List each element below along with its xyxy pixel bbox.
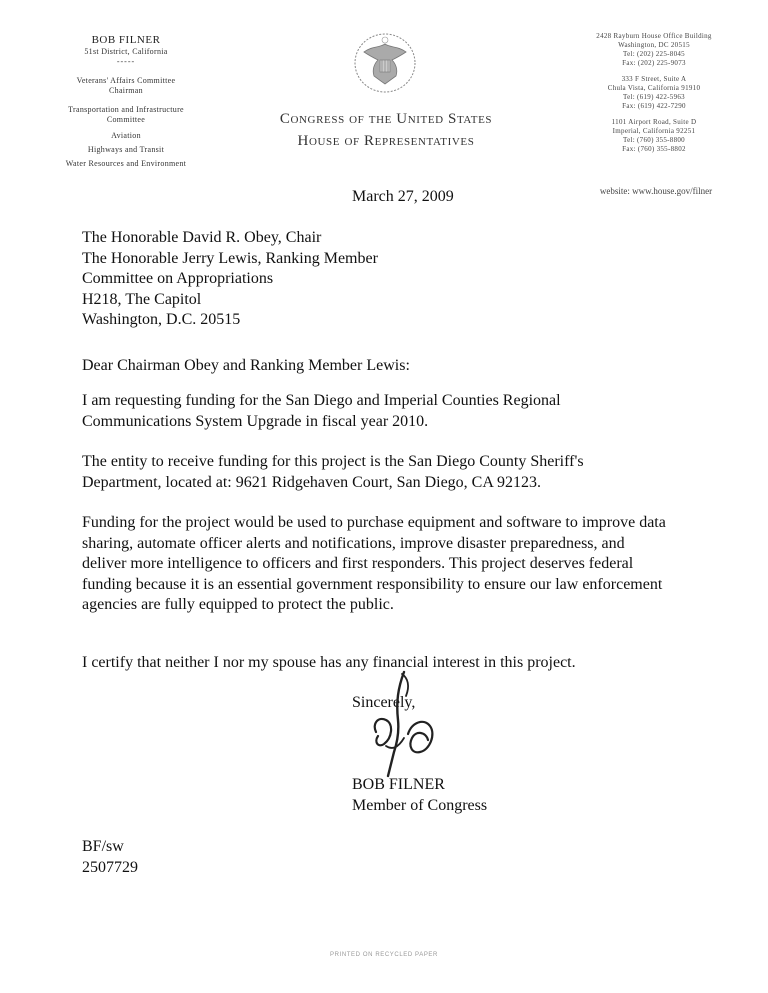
salutation: Dear Chairman Obey and Ranking Member Lewis: bbox=[82, 357, 410, 374]
office-imperial-city: Imperial, California 92251 bbox=[612, 127, 696, 135]
committee-veterans-role: Chairman bbox=[109, 86, 143, 95]
address-line: H218, The Capitol bbox=[82, 290, 202, 308]
reference-block bbox=[82, 836, 138, 878]
reference-number: 2507729 bbox=[82, 859, 138, 876]
subcommittee-highways: Highways and Transit bbox=[87, 145, 165, 154]
closing: Sincerely, bbox=[352, 694, 416, 711]
office-imperial-fax: Fax: (760) 355-8802 bbox=[622, 145, 686, 153]
office-dc-tel: Tel: (202) 225-8045 bbox=[623, 50, 685, 58]
signer-name: BOB FILNER bbox=[352, 776, 445, 793]
letterhead-left bbox=[18, 34, 234, 169]
member-name-header: BOB FILNER bbox=[91, 34, 161, 46]
signer-title: Member of Congress bbox=[352, 797, 488, 814]
office-dc-fax: Fax: (202) 225-9073 bbox=[622, 59, 686, 67]
letterhead-center bbox=[236, 108, 536, 152]
divider-text: ----- bbox=[116, 57, 136, 66]
body-paragraph: The entity to receive funding for this project is the San Diego County Sheriff's Department, located at: 9621 Ridgehaven Court, San Diego, CA 92123. bbox=[82, 453, 584, 491]
committee-veterans: Veterans' Affairs Committee bbox=[76, 76, 176, 85]
subcommittee-water: Water Resources and Environment bbox=[65, 159, 187, 168]
address-line: The Honorable David R. Obey, Chair bbox=[82, 229, 322, 246]
office-chula-city: Chula Vista, California 91910 bbox=[607, 84, 701, 92]
body-paragraph: Funding for the project would be used to purchase equipment and software to improve data sharing, automate officer alerts and notifications, improve disaster preparedness, and deliver more intelligence to officers and first responders. This project deserves federal funding because it is an essential government responsibility to ensure our law enforcement agencies are fully equipped to protect the public. bbox=[82, 514, 666, 613]
office-imperial-address: 1101 Airport Road, Suite D bbox=[611, 118, 697, 126]
recycled-paper-footer: PRINTED ON RECYCLED PAPER bbox=[330, 952, 438, 958]
address-line: The Honorable Jerry Lewis, Ranking Member bbox=[82, 249, 378, 267]
district-label: 51st District, California bbox=[84, 47, 168, 56]
office-dc-address: 2428 Rayburn House Office Building bbox=[596, 32, 712, 40]
body-paragraph: I am requesting funding for the San Diego and Imperial Counties Regional Communications System Upgrade in fiscal year 2010. bbox=[82, 392, 561, 430]
congress-title: Congress of the United States bbox=[279, 111, 493, 127]
letterhead-right bbox=[560, 32, 748, 154]
website-link[interactable]: website: www.house.gov/filner bbox=[599, 186, 713, 196]
subcommittee-aviation: Aviation bbox=[111, 131, 141, 140]
house-title: House of Representatives bbox=[297, 133, 475, 149]
committee-transportation-cont: Committee bbox=[106, 115, 146, 124]
signer-block bbox=[352, 774, 487, 816]
letter-date: March 27, 2009 bbox=[352, 188, 454, 205]
address-line: Committee on Appropriations bbox=[82, 270, 274, 287]
signature-image bbox=[368, 668, 438, 780]
body-paragraph: I certify that neither I nor my spouse has any financial interest in this project. bbox=[82, 654, 576, 671]
initials: BF/sw bbox=[82, 838, 124, 855]
office-chula-address: 333 F Street, Suite A bbox=[621, 75, 687, 83]
office-chula-fax: Fax: (619) 422-7290 bbox=[622, 102, 686, 110]
office-chula-tel: Tel: (619) 422-5963 bbox=[623, 93, 685, 101]
committee-transportation: Transportation and Infrastructure bbox=[68, 105, 184, 114]
office-imperial-tel: Tel: (760) 355-8800 bbox=[623, 136, 685, 144]
recipient-address bbox=[82, 228, 682, 331]
congressional-seal-icon bbox=[350, 30, 420, 96]
address-line: Washington, D.C. 20515 bbox=[82, 311, 241, 328]
office-dc-city: Washington, DC 20515 bbox=[618, 41, 690, 49]
